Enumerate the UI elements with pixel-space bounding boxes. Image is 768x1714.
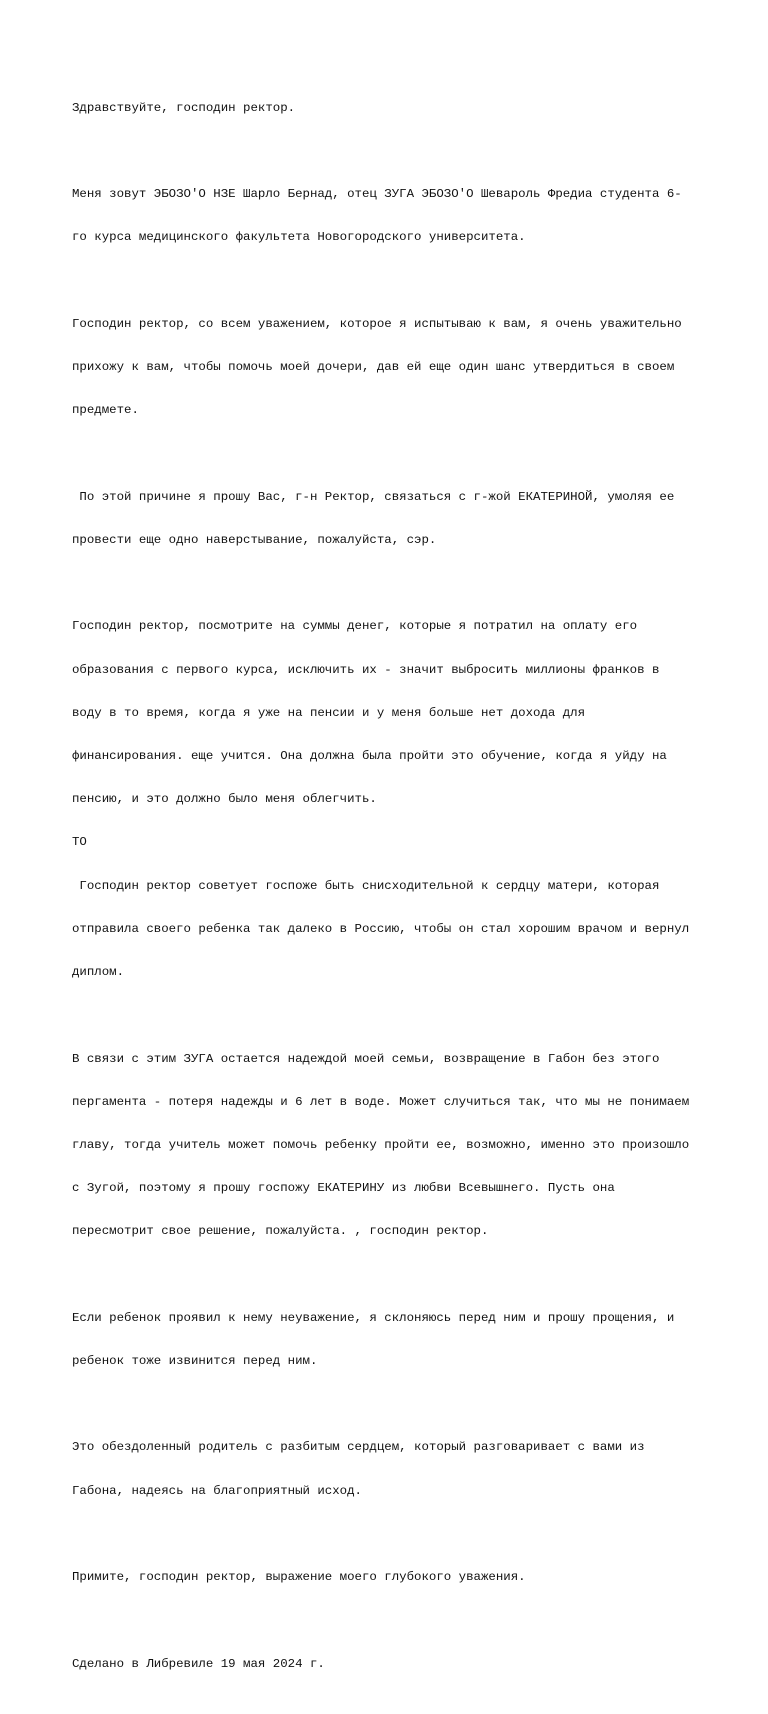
paragraph-reason — [72, 461, 702, 576]
text-line: прихожу к вам, чтобы помочь моей дочери, дав ей еще один шанс утвердиться в своем — [72, 360, 675, 375]
text-line: главу, тогда учитель может помочь ребенку пройти ее, возможно, именно это произошло — [72, 1137, 690, 1152]
text-line: Габона, надеясь на благоприятный исход. — [72, 1483, 362, 1498]
text-line: финансирования. еще учится. Она должна была пройти это обучение, когда я уйду на — [72, 749, 667, 764]
paragraph-apology — [72, 1282, 702, 1397]
paragraph-hope — [72, 1023, 702, 1268]
paragraph-parent — [72, 1412, 702, 1527]
paragraph-request — [72, 288, 702, 446]
text-line: В связи с этим ЗУГА остается надеждой моей семьи, возвращение в Габон без этого — [72, 1051, 660, 1066]
text-line: с Зугой, поэтому я прошу госпожу ЕКАТЕРИНУ из любви Всевышнего. Пусть она — [72, 1181, 615, 1196]
text-line: ТО — [72, 835, 87, 850]
text-line: Сделано в Либревиле 19 мая 2024 г. — [72, 1656, 325, 1671]
signature-place-date — [72, 1628, 702, 1700]
paragraph-closing — [72, 1541, 702, 1613]
text-line: отправила своего ребенка так далеко в Россию, чтобы он стал хорошим врачом и вернул — [72, 921, 690, 936]
text-line: Господин ректор, посмотрите на суммы денег, которые я потратил на оплату его — [72, 619, 638, 634]
text-line: провести еще одно наверстывание, пожалуйста, сэр. — [72, 532, 437, 547]
text-line: го курса медицинского факультета Новогородского университета. — [72, 230, 526, 245]
text-line: Если ребенок проявил к нему неуважение, я склоняюсь перед ним и прошу прощения, и — [72, 1310, 675, 1325]
greeting — [72, 72, 702, 144]
text-line: ребенок тоже извинится перед ним. — [72, 1354, 318, 1369]
text-line: диплом. — [72, 965, 125, 980]
text-line: пергамента - потеря надежды и 6 лет в воде. Может случиться так, что мы не понимаем — [72, 1094, 690, 1109]
letter-body — [72, 72, 702, 1714]
text-line: Примите, господин ректор, выражение моего глубокого уважения. — [72, 1570, 526, 1585]
text-line: Господин ректор, со всем уважением, которое я испытываю к вам, я очень уважительно — [72, 316, 682, 331]
text-line: образования с первого курса, исключить их - значит выбросить миллионы франков в — [72, 662, 660, 677]
text-line: воду в то время, когда я уже на пенсии и у меня больше нет дохода для — [72, 705, 586, 720]
text-line: Это обездоленный родитель с разбитым сердцем, который разговаривает с вами из — [72, 1440, 645, 1455]
text-line: пересмотрит свое решение, пожалуйста. , господин ректор. — [72, 1224, 489, 1239]
text-line: пенсию, и это должно было меня облегчить. — [72, 792, 377, 807]
text-line: По этой причине я прошу Вас, г-н Ректор, связаться с г-жой ЕКАТЕРИНОЙ, умоляя ее — [72, 489, 675, 504]
text-line: предмете. — [72, 403, 139, 418]
paragraph-costs — [72, 591, 702, 1009]
text-line: Здравствуйте, господин ректор. — [72, 100, 296, 115]
paragraph-introduction — [72, 158, 702, 273]
text-line: Господин ректор советует госпоже быть снисходительной к сердцу матери, которая — [72, 878, 660, 893]
text-line: Меня зовут ЭБОЗО'О НЗЕ Шарло Бернад, отец ЗУГА ЭБОЗО'О Шевароль Фредиа студента 6- — [72, 187, 682, 202]
